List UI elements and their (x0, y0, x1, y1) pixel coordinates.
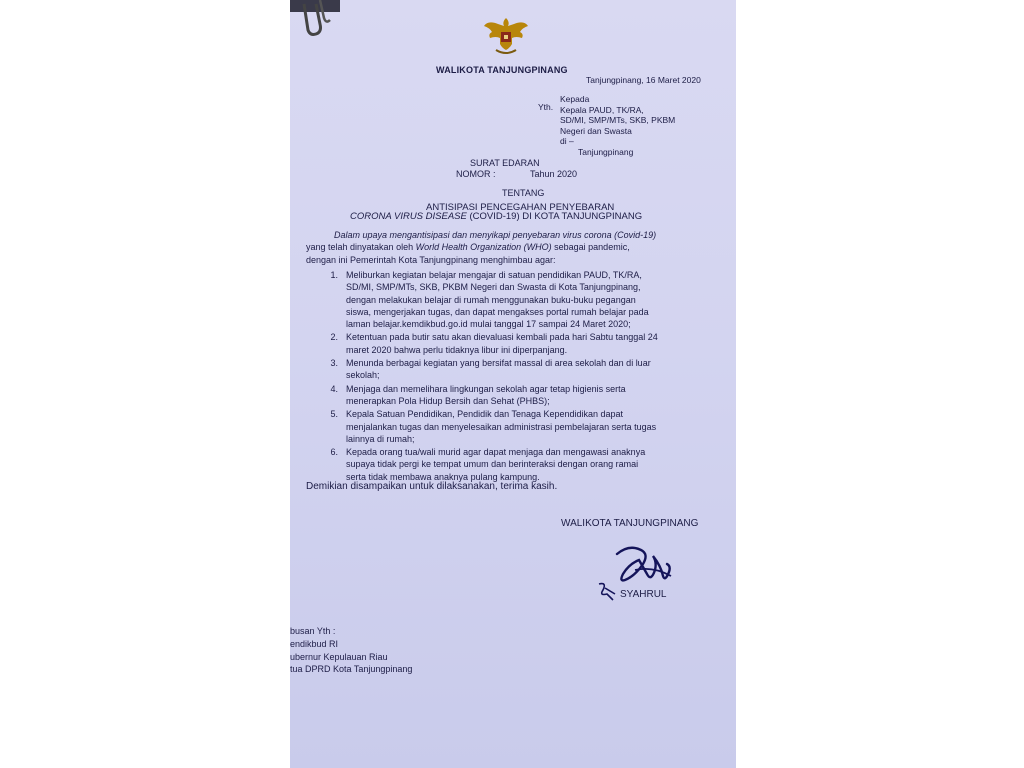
letter-title: SURAT EDARAN (470, 158, 540, 168)
date-line: Tanjungpinang, 16 Maret 2020 (586, 75, 701, 85)
recipient-block (560, 94, 675, 157)
closing-text: Demikian disampaikan untuk dilaksanakan, terima kasih. (306, 481, 558, 492)
letter-paper (290, 0, 736, 768)
tembusan-line: endikbud RI (290, 638, 339, 649)
directive-list (310, 269, 736, 483)
intro-text: sebagai pandemic, (551, 242, 630, 253)
signatory-title: WALIKOTA TANJUNGPINANG (561, 518, 699, 529)
item-number: 2. (330, 332, 338, 343)
item-line: menjalankan tugas dan menyelesaikan administrasi pembelajaran serta tugas (346, 421, 657, 432)
item-line: Meliburkan kegiatan belajar mengajar di satuan pendidikan PAUD, TK/RA, (346, 270, 642, 280)
tembusan-line: ubernur Kepulauan Riau (290, 651, 388, 662)
item-number: 3. (330, 358, 338, 369)
intro-text: dengan ini Pemerintah Kota Tanjungpinang menghimbau agar: (306, 254, 556, 265)
recipient-line: Kepada (560, 94, 590, 104)
item-line: sekolah; (346, 370, 380, 381)
garuda-emblem-icon (482, 14, 530, 56)
item-line: Menjaga dan memelihara lingkungan sekolah agar tetap higienis serta (346, 383, 626, 394)
item-line: supaya tidak pergi ke tempat umum dan berinteraksi dengan orang ramai (346, 459, 639, 470)
item-line: siswa, mengerjakan tugas, dan dapat mengakses portal rumah belajar pada (346, 306, 649, 317)
item-number: 6. (330, 447, 338, 458)
intro-text: Dalam upaya mengantisipasi dan menyikapi penyebaran (334, 230, 563, 240)
recipient-line: SD/MI, SMP/MTs, SKB, PKBM (560, 115, 676, 125)
intro-who: World Health Organization (WHO) (415, 242, 552, 253)
list-item (310, 408, 736, 445)
item-line: laman belajar.kemdikbud.go.id mulai tanggal 17 sampai 24 Maret 2020; (346, 319, 631, 330)
intro-paragraph (306, 229, 656, 266)
item-number: 1. (330, 270, 338, 280)
tentang-label: TENTANG (502, 188, 545, 198)
signatory-name: SYAHRUL (620, 589, 667, 600)
tembusan-block (290, 625, 412, 676)
subject-line-1: ANTISIPASI PENCEGAHAN PENYEBARAN (426, 202, 615, 213)
list-item (310, 383, 736, 408)
list-item (310, 269, 736, 330)
recipient-line: di – (560, 136, 574, 146)
list-item (310, 331, 736, 356)
item-line: SD/MI, SMP/MTs, SKB, PKBM Negeri dan Swasta di Kota Tanjungpinang, (346, 282, 641, 293)
list-item (310, 446, 736, 483)
paper-clip-icon (290, 0, 340, 40)
list-item (310, 357, 736, 382)
item-number: 5. (330, 409, 338, 420)
item-line: Ketentuan pada butir satu akan dievaluasi kembali pada hari Sabtu tanggal 24 (346, 332, 658, 343)
nomor-year: Tahun 2020 (530, 169, 578, 179)
tembusan-line: busan Yth : (290, 626, 336, 636)
tembusan-line: tua DPRD Kota Tanjungpinang (290, 664, 413, 675)
letter-header: WALIKOTA TANJUNGPINANG (436, 65, 568, 75)
item-line: dengan melakukan belajar di rumah menggunakan buku-buku pegangan (346, 294, 636, 305)
item-line: lainnya di rumah; (346, 433, 415, 444)
intro-text: yang telah dinyatakan oleh (306, 242, 416, 253)
item-line: Menunda berbagai kegiatan yang bersifat massal di area sekolah dan di luar (346, 358, 651, 369)
yth-label: Yth. (538, 102, 554, 112)
nomor-label: NOMOR : (456, 169, 496, 179)
subject-rest: (COVID-19) DI KOTA TANJUNGPINANG (466, 211, 643, 222)
item-line: Kepada orang tua/wali murid agar dapat menjaga dan mengawasi anaknya (346, 447, 646, 458)
item-line: maret 2020 bahwa perlu tidaknya libur ini diperpanjang. (346, 344, 568, 355)
recipient-line: Kepala PAUD, TK/RA, (560, 104, 644, 115)
recipient-line: Negeri dan Swasta (560, 125, 632, 136)
item-number: 4. (330, 383, 338, 394)
item-line: Kepala Satuan Pendidikan, Pendidik dan Tenaga Kependidikan dapat (346, 409, 624, 420)
item-line: serta tidak membawa anaknya pulang kampung. (346, 471, 540, 482)
recipient-line: Tanjungpinang (578, 146, 634, 157)
paraf-icon (595, 580, 619, 602)
subject-line-2 (350, 211, 642, 222)
item-line: menerapkan Pola Hidup Bersih dan Sehat (PHBS); (346, 395, 550, 406)
intro-virus: virus corona (Covid-19) (562, 230, 657, 240)
subject-italic: CORONA VIRUS DISEASE (350, 211, 467, 222)
